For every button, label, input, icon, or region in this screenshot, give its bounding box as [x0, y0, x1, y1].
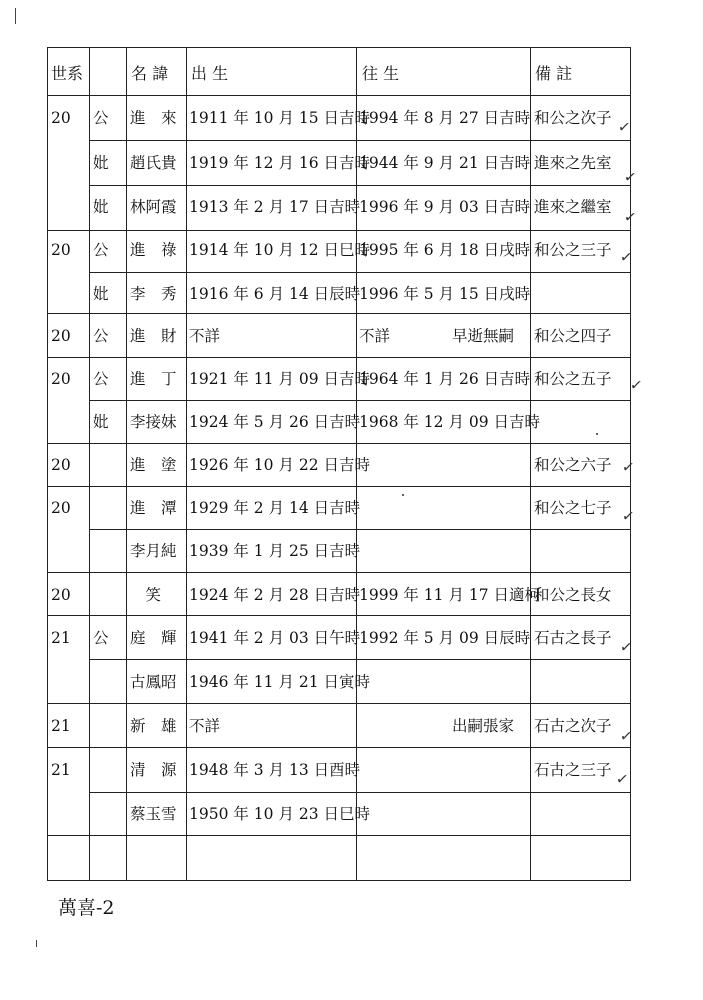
- row-rule: [89, 792, 631, 793]
- birth-cell: 1914 年 10 月 12 日巳時: [189, 241, 371, 259]
- birth-cell: 1921 年 11 月 09 日吉時: [189, 370, 371, 388]
- death-cell: 1944 年 9 月 21 日吉時: [359, 154, 531, 172]
- death-cell: 1968 年 12 月 09 日吉時: [359, 413, 541, 431]
- birth-cell: 1939 年 1 月 25 日吉時: [189, 542, 361, 560]
- name-cell: 進 丁: [130, 370, 177, 388]
- scan-line-mark: [15, 8, 16, 24]
- column-divider-name: [126, 47, 127, 880]
- row-rule: [89, 272, 631, 273]
- checkmark-icon: ✓: [614, 769, 630, 789]
- note-cell: 石古之三子: [534, 761, 612, 779]
- name-cell: 進 來: [130, 109, 177, 127]
- name-cell: 進 潭: [130, 499, 177, 517]
- checkmark-icon: ✓: [620, 506, 636, 526]
- relation-cell: 公: [93, 629, 109, 647]
- checkmark-icon: ✓: [620, 457, 636, 477]
- header-generation: 世系: [51, 64, 84, 83]
- death-cell: 1996 年 9 月 03 日吉時: [359, 198, 531, 216]
- name-cell: 林阿霞: [130, 198, 177, 216]
- generation-cell: 21: [51, 629, 71, 647]
- column-divider-birth: [186, 47, 187, 880]
- group-rule: [47, 486, 631, 487]
- group-rule: [47, 835, 631, 836]
- checkmark-icon: ✓: [622, 207, 638, 227]
- death-cell: 1992 年 5 月 09 日辰時: [359, 629, 531, 647]
- header-death: 往 生: [362, 64, 400, 83]
- checkmark-icon: ✓: [622, 167, 638, 187]
- group-rule: [47, 443, 631, 444]
- name-cell: 庭 輝: [130, 629, 177, 647]
- birth-cell: 不詳: [189, 327, 221, 345]
- note-cell: 和公之六子: [534, 456, 612, 474]
- death-cell: 1994 年 8 月 27 日吉時: [359, 109, 531, 127]
- header-name: 名 諱: [131, 64, 169, 83]
- note-cell: 石古之長子: [534, 629, 612, 647]
- note-cell: 進來之繼室: [534, 198, 612, 216]
- group-rule: [47, 615, 631, 616]
- death-remark: 出嗣張家: [452, 717, 515, 735]
- birth-cell: 1924 年 5 月 26 日吉時: [189, 413, 361, 431]
- group-rule: [47, 703, 631, 704]
- death-cell: 1999 年 11 月 17 日適柯: [359, 586, 541, 604]
- birth-cell: 1913 年 2 月 17 日吉時: [189, 198, 361, 216]
- relation-cell: 妣: [93, 413, 109, 431]
- generation-cell: 20: [51, 586, 71, 604]
- page-footer-label: 萬喜-2: [58, 897, 115, 919]
- name-cell: 古鳳昭: [130, 673, 177, 691]
- row-rule: [89, 659, 631, 660]
- header-rule: [47, 95, 631, 96]
- name-cell: 笑: [130, 586, 162, 604]
- name-cell: 李接妹: [130, 413, 177, 431]
- death-remark: 早逝無嗣: [452, 327, 515, 345]
- name-cell: 蔡玉雪: [130, 805, 177, 823]
- group-rule: [47, 230, 631, 231]
- name-cell: 進 財: [130, 327, 177, 345]
- row-rule: [89, 140, 631, 141]
- table-border-top: [47, 47, 631, 48]
- group-rule: [47, 747, 631, 748]
- birth-cell: 1950 年 10 月 23 日巳時: [189, 805, 371, 823]
- birth-cell: 1946 年 11 月 21 日寅時: [189, 673, 371, 691]
- death-cell: 1995 年 6 月 18 日戌時: [359, 241, 531, 259]
- checkmark-icon: ✓: [618, 637, 634, 657]
- name-cell: 進 祿: [130, 241, 177, 259]
- relation-cell: 妣: [93, 285, 109, 303]
- relation-cell: 公: [93, 370, 109, 388]
- name-cell: 李月純: [130, 542, 177, 560]
- note-cell: 和公之次子: [534, 109, 612, 127]
- note-cell: 石古之次子: [534, 717, 612, 735]
- checkmark-icon: ✓: [616, 117, 632, 137]
- generation-cell: 20: [51, 327, 71, 345]
- table-border-left: [47, 47, 48, 880]
- relation-cell: 公: [93, 241, 109, 259]
- name-cell: 進 塗: [130, 456, 177, 474]
- group-rule: [47, 313, 631, 314]
- note-cell: 和公之長女: [534, 586, 612, 604]
- generation-cell: 20: [51, 456, 71, 474]
- birth-cell: 1929 年 2 月 14 日吉時: [189, 499, 361, 517]
- generation-cell: 20: [51, 370, 71, 388]
- scan-speck: [402, 494, 404, 496]
- name-cell: 清 源: [130, 761, 177, 779]
- group-rule: [47, 572, 631, 573]
- relation-cell: 公: [93, 109, 109, 127]
- scan-speck: [596, 433, 598, 435]
- header-birth: 出 生: [191, 64, 229, 83]
- note-cell: 和公之四子: [534, 327, 612, 345]
- name-cell: 新 雄: [130, 717, 177, 735]
- checkmark-icon: ✓: [628, 375, 644, 395]
- relation-cell: 妣: [93, 154, 109, 172]
- note-cell: 進來之先室: [534, 154, 612, 172]
- note-cell: 和公之七子: [534, 499, 612, 517]
- name-cell: 趙氏貴: [130, 154, 177, 172]
- scan-line-mark: [36, 940, 37, 947]
- note-cell: 和公之三子: [534, 241, 612, 259]
- birth-cell: 1919 年 12 月 16 日吉時: [189, 154, 371, 172]
- row-rule: [89, 185, 631, 186]
- birth-cell: 1941 年 2 月 03 日午時: [189, 629, 361, 647]
- name-cell: 李 秀: [130, 285, 177, 303]
- header-note: 備 註: [535, 64, 573, 83]
- row-rule: [89, 529, 631, 530]
- birth-cell: 1948 年 3 月 13 日酉時: [189, 761, 361, 779]
- group-rule: [47, 357, 631, 358]
- checkmark-icon: ✓: [618, 726, 634, 746]
- generation-cell: 20: [51, 499, 71, 517]
- birth-cell: 不詳: [189, 717, 221, 735]
- generation-cell: 20: [51, 241, 71, 259]
- generation-cell: 21: [51, 761, 71, 779]
- row-rule: [89, 400, 631, 401]
- birth-cell: 1911 年 10 月 15 日吉時: [189, 109, 371, 127]
- relation-cell: 妣: [93, 198, 109, 216]
- death-cell: 1964 年 1 月 26 日吉時: [359, 370, 531, 388]
- relation-cell: 公: [93, 327, 109, 345]
- death-cell: 1996 年 5 月 15 日戌時: [359, 285, 531, 303]
- checkmark-icon: ✓: [618, 247, 634, 267]
- note-cell: 和公之五子: [534, 370, 612, 388]
- column-divider-relation: [89, 47, 90, 880]
- birth-cell: 1926 年 10 月 22 日吉時: [189, 456, 371, 474]
- table-border-bottom: [47, 880, 631, 881]
- generation-cell: 20: [51, 109, 71, 127]
- birth-cell: 1916 年 6 月 14 日辰時: [189, 285, 361, 303]
- birth-cell: 1924 年 2 月 28 日吉時: [189, 586, 361, 604]
- death-cell: 不詳: [359, 327, 391, 345]
- generation-cell: 21: [51, 717, 71, 735]
